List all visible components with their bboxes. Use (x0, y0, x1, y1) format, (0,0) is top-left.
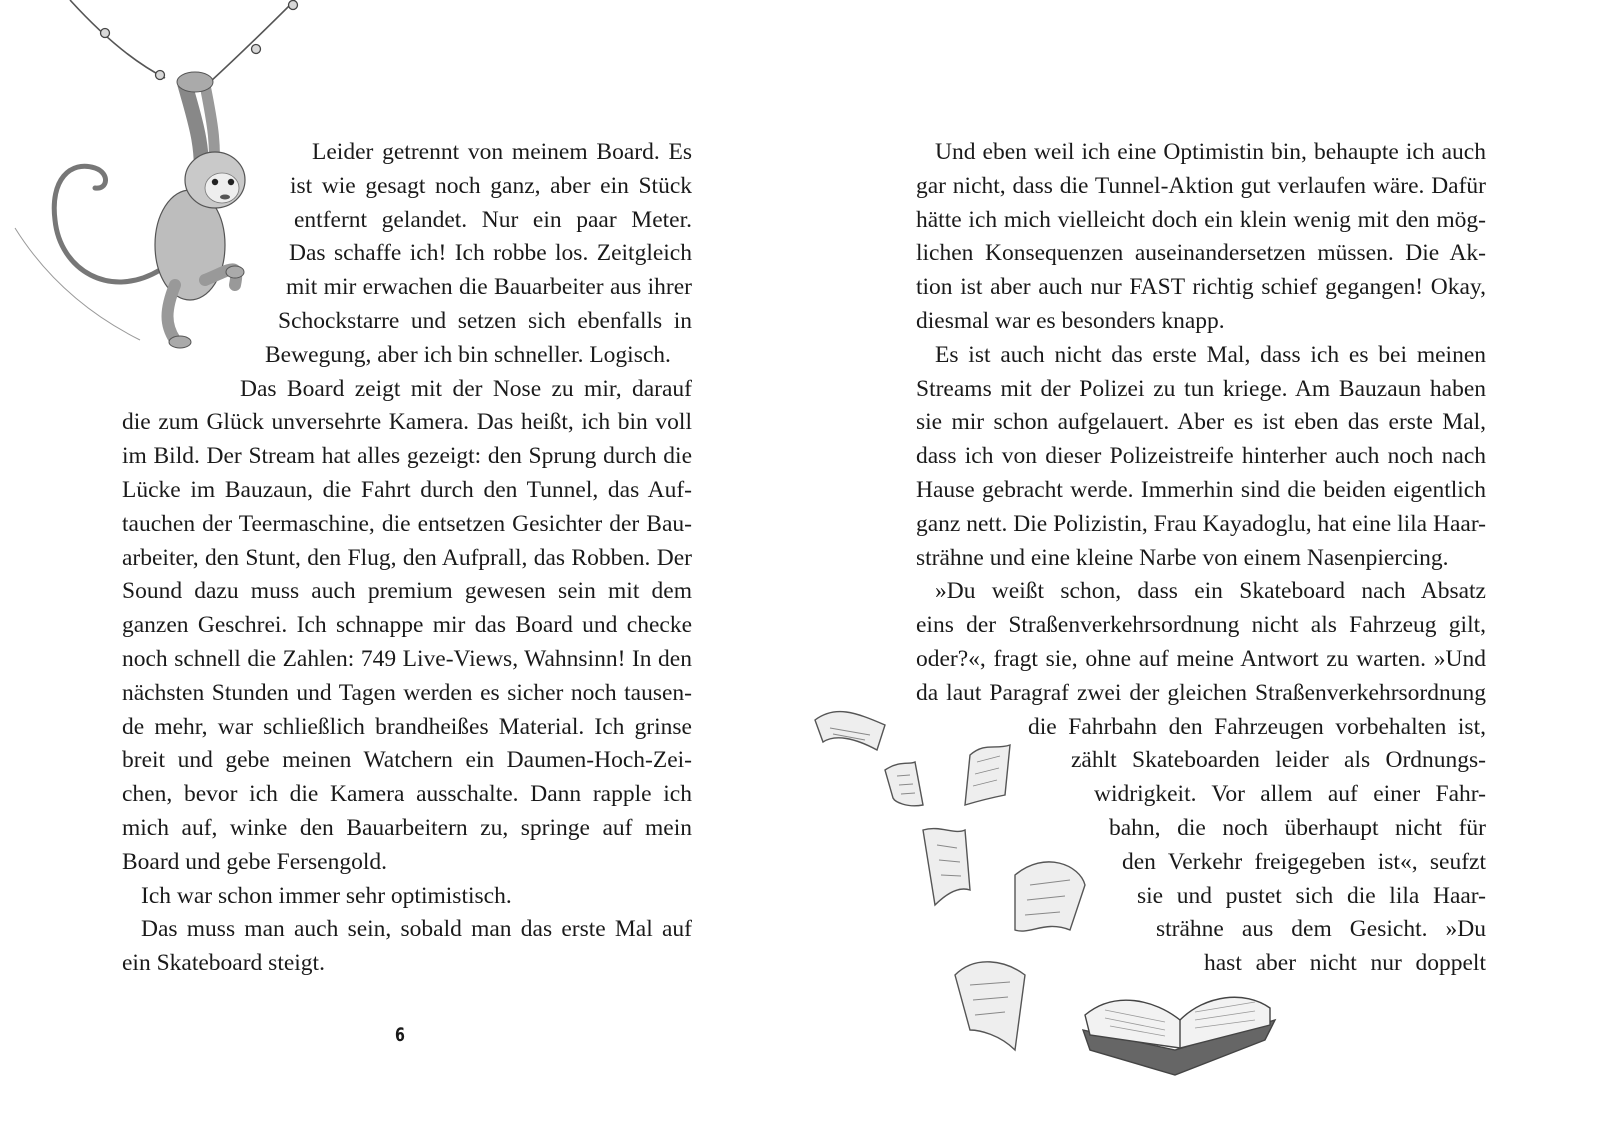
text-line: Hause gebracht werde. Immerhin sind die beiden eigentlich (916, 476, 1486, 503)
text-line: Das muss man auch sein, sobald man das erste Mal auf (141, 916, 692, 943)
text-line: mit mir erwachen die Bauarbeiter aus ihrer (286, 274, 692, 301)
text-line: die Fahrbahn den Fahrzeugen vorbehalten ist, (1028, 713, 1486, 740)
text-line: sie mir schon aufgelauert. Aber es ist eben das erste Mal, (916, 409, 1486, 436)
left-page-text (122, 136, 692, 981)
text-line: Streams mit der Polizei zu tun kriege. Am Bauzaun haben (916, 375, 1486, 402)
text-line: entfernt gelandet. Nur ein paar Meter. (294, 206, 692, 233)
text-line: dass ich von dieser Polizeistreife hinterher auch noch nach (916, 443, 1486, 470)
text-line: hast aber nicht nur doppelt (1204, 950, 1486, 977)
text-line: diesmal war es besonders knapp. (916, 307, 1225, 334)
text-line: tauchen der Teermaschine, die entsetzen Gesichter der Bau- (122, 510, 692, 537)
page-number: 6 (395, 1024, 405, 1046)
text-line: Und eben weil ich eine Optimistin bin, behaupte ich auch (935, 139, 1486, 165)
text-line: Board und gebe Fersengold. (122, 848, 387, 875)
text-line: breit und gebe meinen Watchern ein Daumen-Hoch-Zei- (122, 747, 692, 774)
text-line: ein Skateboard steigt. (122, 950, 325, 977)
text-line: strähne aus dem Gesicht. »Du (1156, 916, 1486, 943)
text-line: arbeiter, den Stunt, den Flug, den Aufprall, das Robben. Der (122, 544, 692, 571)
text-line: im Bild. Der Stream hat alles gezeigt: den Sprung durch die (122, 443, 692, 470)
text-line: noch schnell die Zahlen: 749 Live-Views, Wahnsinn! In den (122, 645, 692, 672)
text-line: widrigkeit. Vor allem auf einer Fahr- (1094, 781, 1486, 808)
text-line: nächsten Stunden und Tagen werden es sicher noch tausen- (122, 679, 692, 706)
text-line: Das Board zeigt mit der Nose zu mir, darauf (240, 375, 692, 402)
text-line: Schockstarre und setzen sich ebenfalls in (278, 307, 692, 334)
text-line: bahn, die noch überhaupt nicht für (1109, 814, 1486, 841)
text-line: Ich war schon immer sehr optimistisch. (141, 882, 512, 909)
text-line: sie und pustet sich die lila Haar- (1137, 882, 1486, 909)
text-line: chen, bevor ich die Kamera ausschalte. Dann rapple ich (122, 781, 692, 808)
text-line: eins der Straßenverkehrsordnung nicht als Fahrzeug gilt, (916, 612, 1486, 639)
text-line: mich auf, winke den Bauarbeitern zu, springe auf mein (122, 814, 692, 841)
text-line: oder?«, fragt sie, ohne auf meine Antwort zu warten. »Und (916, 645, 1486, 672)
text-line: Leider getrennt von meinem Board. Es (312, 139, 692, 165)
text-line: Es ist auch nicht das erste Mal, dass ich es bei meinen (935, 341, 1486, 368)
text-line: tion ist aber auch nur FAST richtig schief gegangen! Okay, (916, 274, 1486, 301)
text-line: gar nicht, dass die Tunnel-Aktion gut verlaufen wäre. Dafür (916, 172, 1486, 199)
right-page-text (916, 136, 1486, 981)
text-line: Sound dazu muss auch premium gewesen sein mit dem (122, 578, 692, 605)
text-line: zählt Skateboarden leider als Ordnungs- (1071, 747, 1486, 774)
text-line: Lücke im Bauzaun, die Fahrt durch den Tunnel, das Auf- (122, 476, 692, 503)
text-line: die zum Glück unversehrte Kamera. Das heißt, ich bin voll (122, 409, 692, 436)
text-line: hätte ich mich vielleicht doch ein klein wenig mit den mög- (916, 206, 1486, 233)
text-line: da laut Paragraf zwei der gleichen Straßenverkehrsordnung (916, 679, 1486, 706)
text-line: strähne und eine kleine Narbe von einem Nasenpiercing. (916, 544, 1449, 571)
text-line: ganzen Geschrei. Ich schnappe mir das Board und checke (122, 612, 692, 639)
text-line: ganz nett. Die Polizistin, Frau Kayadoglu, hat eine lila Haar- (916, 510, 1486, 537)
text-line: Bewegung, aber ich bin schneller. Logisch. (265, 341, 671, 368)
text-line: lichen Konsequenzen auseinandersetzen müssen. Die Ak- (916, 240, 1486, 267)
text-line: den Verkehr freigegeben ist«, seufzt (1122, 848, 1486, 875)
text-line: ist wie gesagt noch ganz, aber ein Stück (290, 172, 692, 199)
text-line: de mehr, war schließlich brandheißes Material. Ich grinse (122, 713, 692, 740)
text-line: Das schaffe ich! Ich robbe los. Zeitgleich (289, 240, 692, 267)
text-line: »Du weißt schon, dass ein Skateboard nach Absatz (935, 578, 1486, 605)
